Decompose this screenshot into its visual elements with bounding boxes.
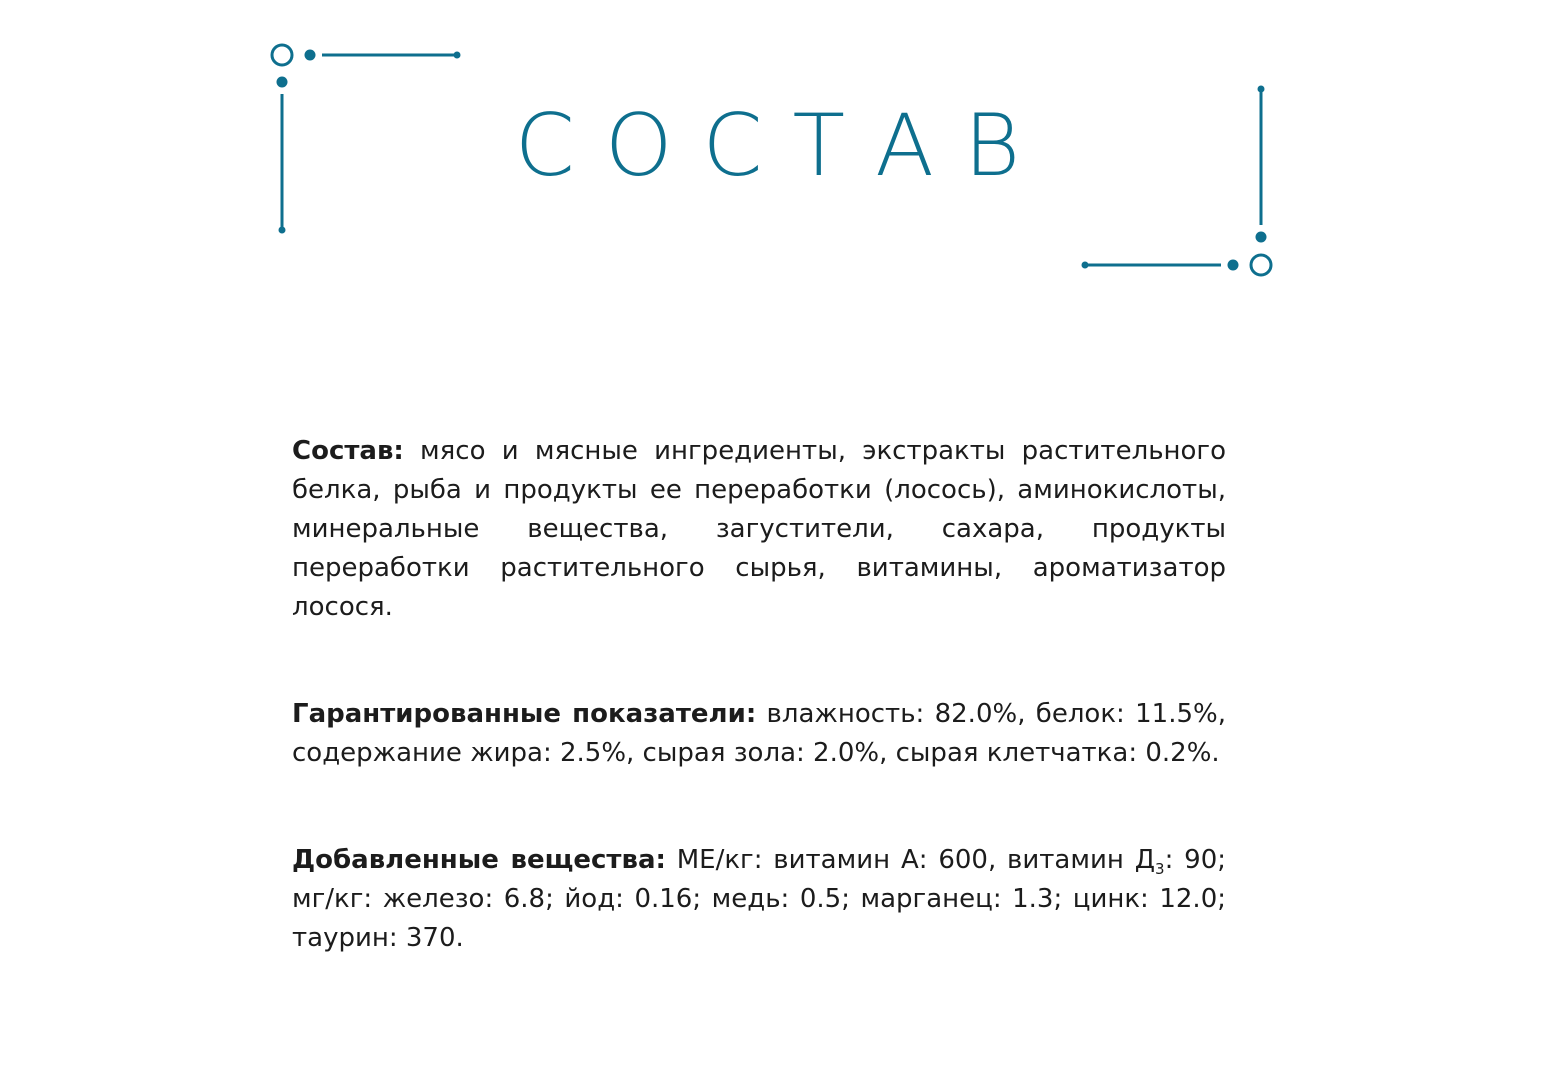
ring-icon (1251, 255, 1271, 275)
additives-text-start: МЕ/кг: витамин А: 600, витамин Д (665, 845, 1156, 875)
additives-paragraph (292, 841, 1226, 958)
page-title: СОСТАВ (514, 96, 1051, 196)
dot-icon (305, 50, 316, 61)
composition-content (292, 432, 1226, 958)
composition-label: Состав: (292, 436, 404, 466)
guaranteed-values-text: влажность: 82.0%, белок: 11.5%, содержание жира: 2.5%, сырая зола: 2.0%, сырая клетчатка: 0.2%. (292, 699, 1226, 768)
ring-icon (272, 45, 292, 65)
line-end-dot (1258, 86, 1265, 93)
dot-icon (1228, 260, 1239, 271)
additives-label: Добавленные вещества: (292, 845, 666, 875)
line-end-dot (454, 52, 461, 59)
dot-icon (1256, 232, 1267, 243)
line-end-dot (1082, 262, 1089, 269)
line-end-dot (279, 227, 286, 234)
guaranteed-values-label: Гарантированные показатели: (292, 699, 757, 729)
dot-icon (277, 77, 288, 88)
vitamin-d-subscript: 3 (1155, 860, 1165, 879)
composition-paragraph (292, 432, 1226, 627)
guaranteed-values-paragraph (292, 695, 1226, 773)
composition-text: мясо и мясные ингредиенты, экстракты растительного белка, рыба и продукты ее переработки (лосось), аминокислоты, минеральные вещества, загустители, сахара, продукты переработки растительного сырья, витамины, ароматизатор лосося. (292, 436, 1226, 622)
additives-text-end: : 90; мг/кг: железо: 6.8; йод: 0.16; медь: 0.5; марганец: 1.3; цинк: 12.0; таурин: 370. (292, 845, 1227, 953)
